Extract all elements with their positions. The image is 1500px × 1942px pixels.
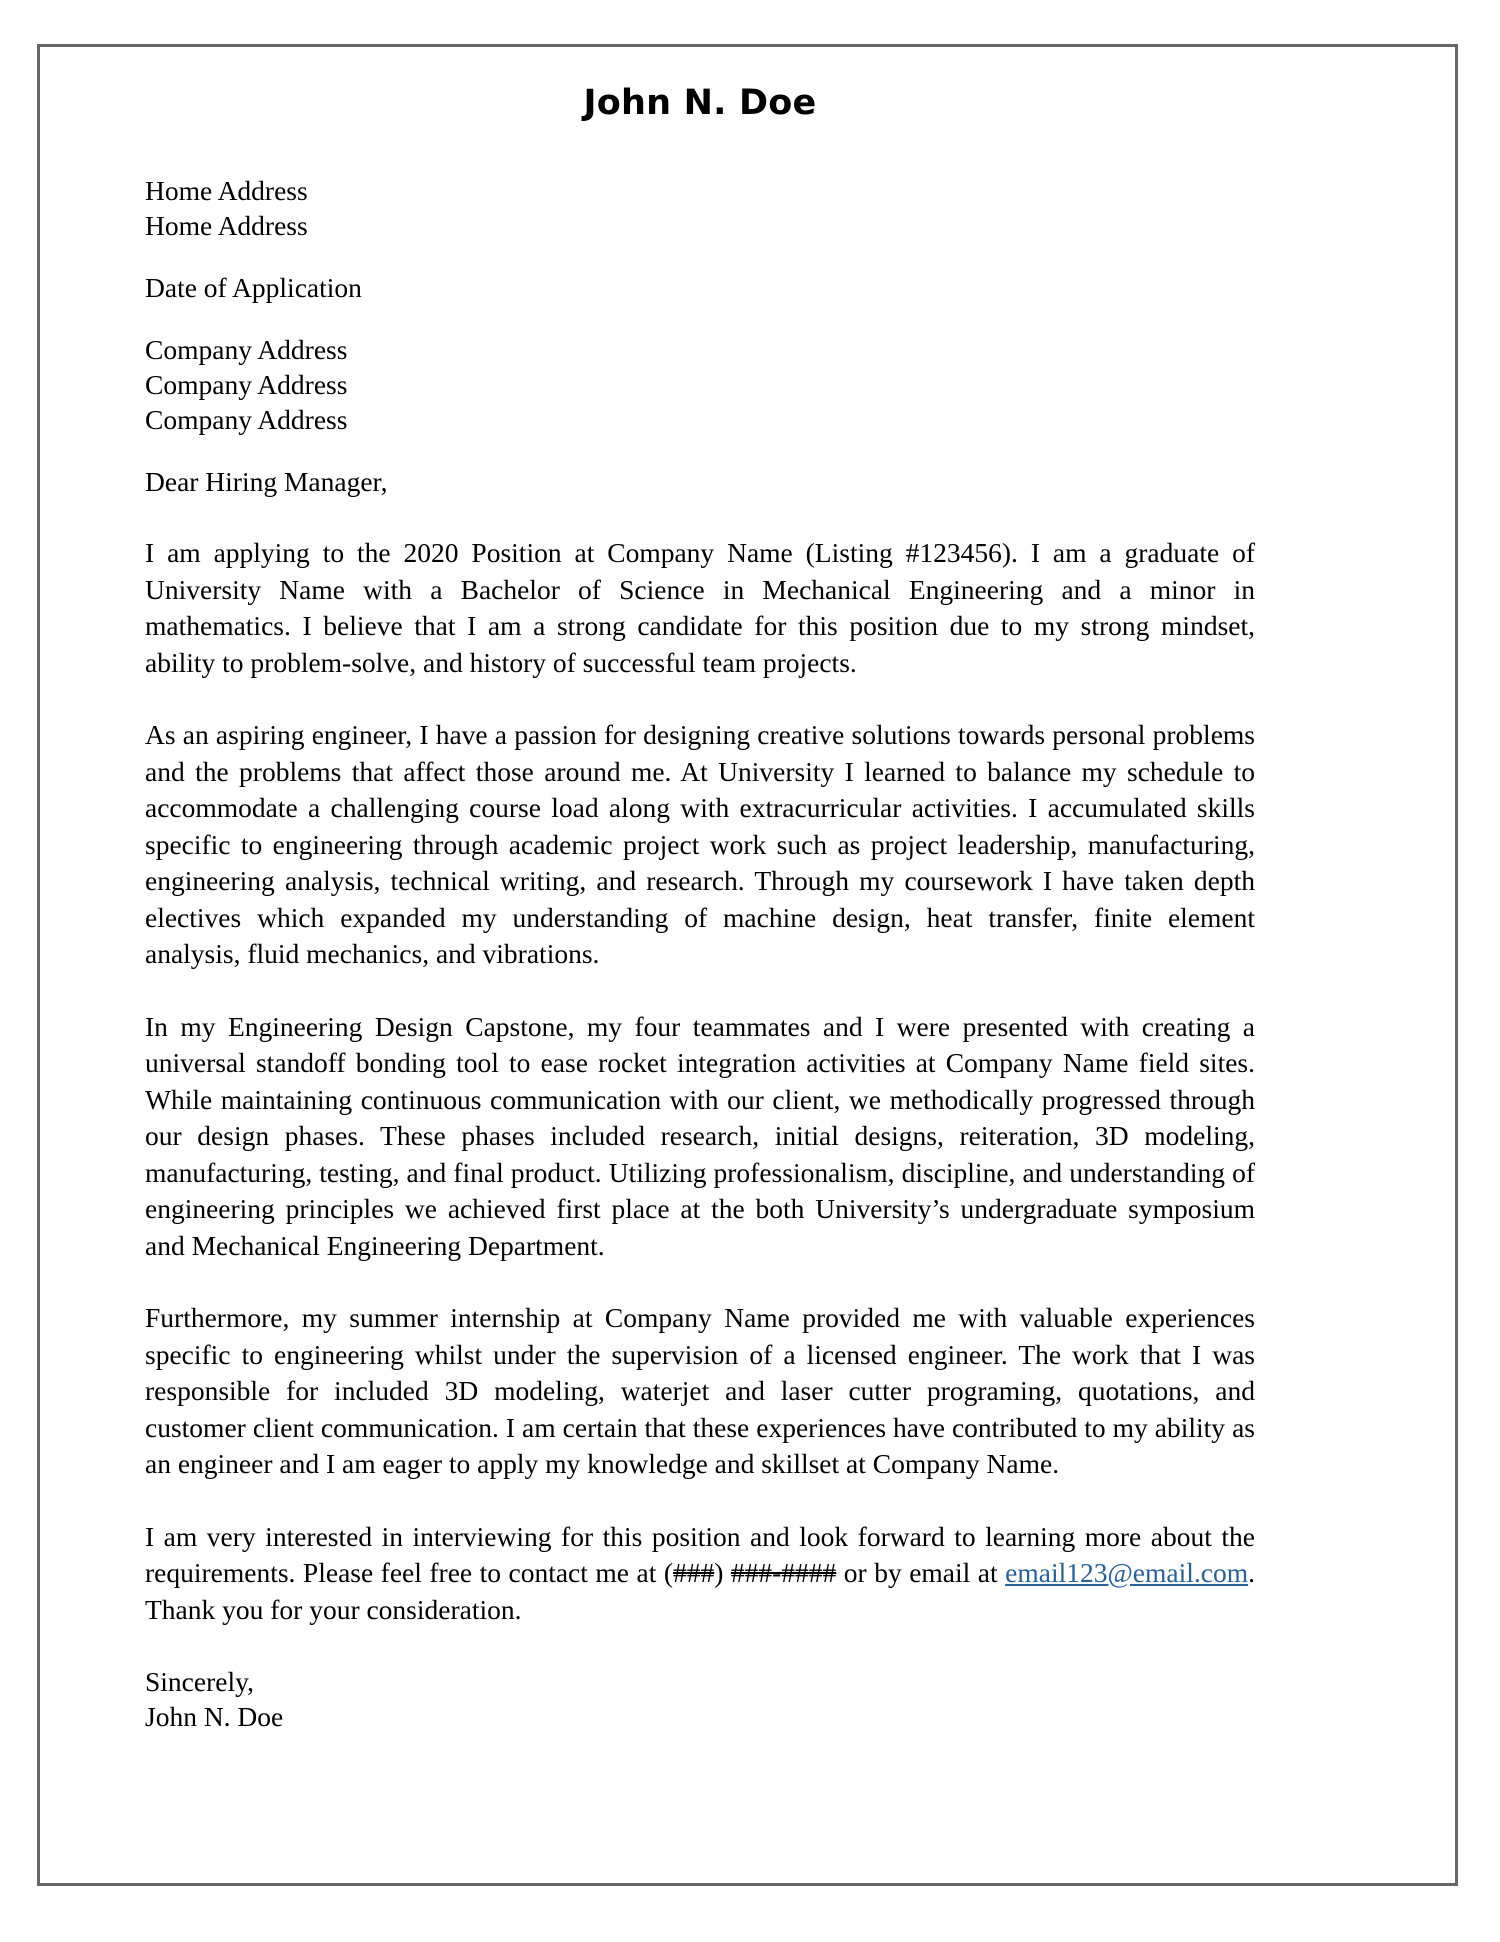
valediction: Sincerely, xyxy=(145,1666,254,1697)
signature-name: John N. Doe xyxy=(145,1701,284,1732)
spacer xyxy=(145,243,1255,270)
body-paragraph-3: In my Engineering Design Capstone, my four teammates and I were presented with creating a universal standoff bonding tool to ease rocket integration activities at Company Name field sites. While maintaining continuous communication with our client, we methodically progressed through our design phases. These phases included research, initial designs, reiteration, 3D modeling, manufacturing, testing, and final product. Utilizing professionalism, discipline, and understanding of engineering principles we achieved first place at the both University’s undergraduate symposium and Mechanical Engineering Department. xyxy=(145,1010,1255,1261)
contact-text-after-email: . Thank you for your consideration. xyxy=(145,1557,1255,1625)
sender-address-line-1: Home Address xyxy=(145,175,308,206)
recipient-address-line-3: Company Address xyxy=(145,404,348,435)
email-link[interactable]: email123@email.com xyxy=(1005,1557,1249,1588)
date-block xyxy=(145,270,1255,305)
spacer xyxy=(145,973,1255,1009)
recipient-address-block xyxy=(145,332,1255,437)
spacer xyxy=(145,437,1255,464)
page-title: John N. Doe xyxy=(583,83,817,123)
spacer xyxy=(145,305,1255,332)
body-paragraph-2: As an aspiring engineer, I have a passion for designing creative solutions towards personal problems and the problems that affect those around me. At University I learned to balance my schedule to accommodate a challenging course load along with extracurricular activities. I accumulated skills specific to engineering through academic project work such as project leadership, manufacturing, engineering analysis, technical writing, and research. Through my coursework I have taken depth electives which expanded my understanding of machine design, heat transfer, finite element analysis, fluid mechanics, and vibrations. xyxy=(145,719,1255,969)
contact-paragraph xyxy=(145,1519,1255,1629)
sender-address-block xyxy=(145,173,1255,243)
salutation: Dear Hiring Manager, xyxy=(145,466,388,497)
body-paragraph-4: Furthermore, my summer internship at Company Name provided me with valuable experiences specific to engineering whilst under the supervision of a licensed engineer. The work that I was responsible for included 3D modeling, waterjet and laser cutter programing, quotations, and customer client communication. I am certain that these experiences have contributed to my ability as an engineer and I am eager to apply my knowledge and skillset at Company Name. xyxy=(145,1302,1255,1479)
spacer xyxy=(145,499,1255,535)
date-line: Date of Application xyxy=(145,272,362,303)
recipient-address-line-2: Company Address xyxy=(145,369,348,400)
spacer xyxy=(145,1264,1255,1300)
contact-text-before-email: I am very interested in interviewing for this position and look forward to learning more about the requirements. Please feel free to contact me at (###) ###-#### or by email at xyxy=(145,1520,1255,1588)
document-content xyxy=(145,63,1255,1734)
closing-block xyxy=(145,1664,1255,1734)
salutation-block xyxy=(145,464,1255,499)
letter-body xyxy=(145,173,1255,1734)
body-paragraph-1: I am applying to the 2020 Position at Company Name (Listing #123456). I am a graduate of University Name with a Bachelor of Science in Mechanical Engineering and a minor in mathematics. I believe that I am a strong candidate for this position due to my strong mindset, ability to problem-solve, and history of successful team projects. xyxy=(145,537,1255,678)
spacer xyxy=(145,681,1255,717)
document-page xyxy=(37,44,1458,1886)
recipient-address-line-1: Company Address xyxy=(145,334,348,365)
spacer xyxy=(145,1483,1255,1519)
sender-address-line-2: Home Address xyxy=(145,210,308,241)
spacer xyxy=(145,1628,1255,1664)
